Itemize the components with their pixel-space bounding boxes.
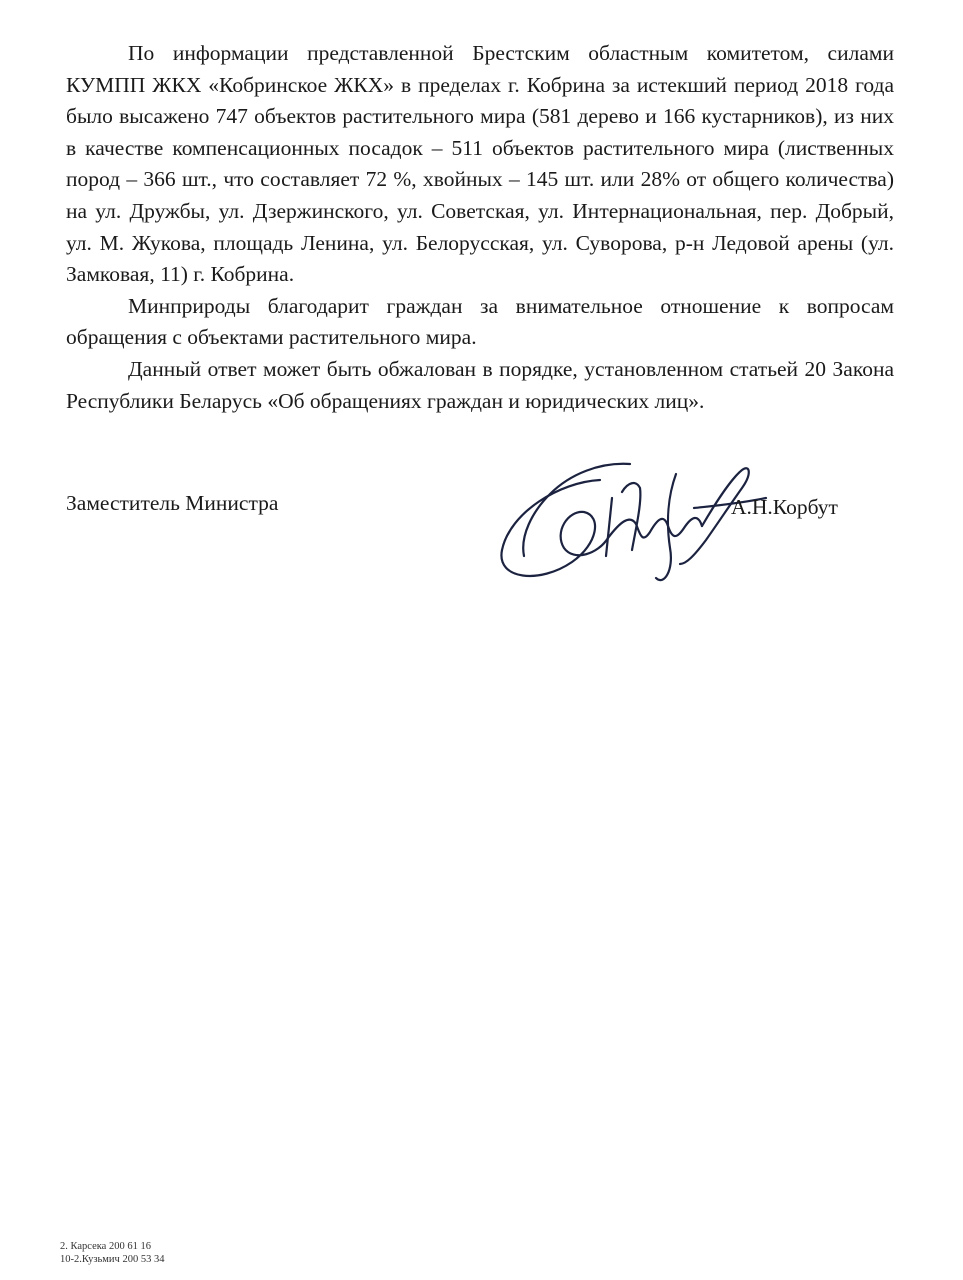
signature-block: [66, 488, 866, 598]
executor-line-1: 2. Карсека 200 61 16: [60, 1241, 151, 1252]
executor-line-2: 10-2.Кузьмич 200 53 34: [60, 1254, 165, 1265]
signatory-name: А.Н.Корбут: [731, 495, 838, 519]
paragraph-appeal-notice: Данный ответ может быть обжалован в порядке, установленном статьей 20 Закона Республики Беларусь «Об обращениях граждан и юридических лиц».: [66, 356, 894, 413]
letter-body: [66, 38, 894, 417]
paragraph-gratitude: Минприроды благодарит граждан за внимательное отношение к вопросам обращения с объектами растительного мира.: [66, 293, 894, 350]
executor-notes: [60, 1240, 164, 1266]
paragraph-planting-info: По информации представленной Брестским областным комитетом, силами КУМПП ЖКХ «Кобринское ЖКХ» в пределах г. Кобрина за истекший период 2018 года было высажено 747 объектов растительного мира (581 дерево и 166 кустарников), из них в качестве компенсационных посадок – 511 объектов растительного мира (лиственных пород – 366 шт., что составляет 72 %, хвойных – 145 шт. или 28% от общего количества) на ул. Дружбы, ул. Дзержинского, ул. Советская, ул. Интернациональная, пер. Добрый, ул. М. Жукова, площадь Ленина, ул. Белорусская, ул. Суворова, р-н Ледовой арены (ул. Замковая, 11) г. Кобрина.: [66, 41, 894, 287]
signatory-position: Заместитель Министра: [66, 491, 279, 515]
